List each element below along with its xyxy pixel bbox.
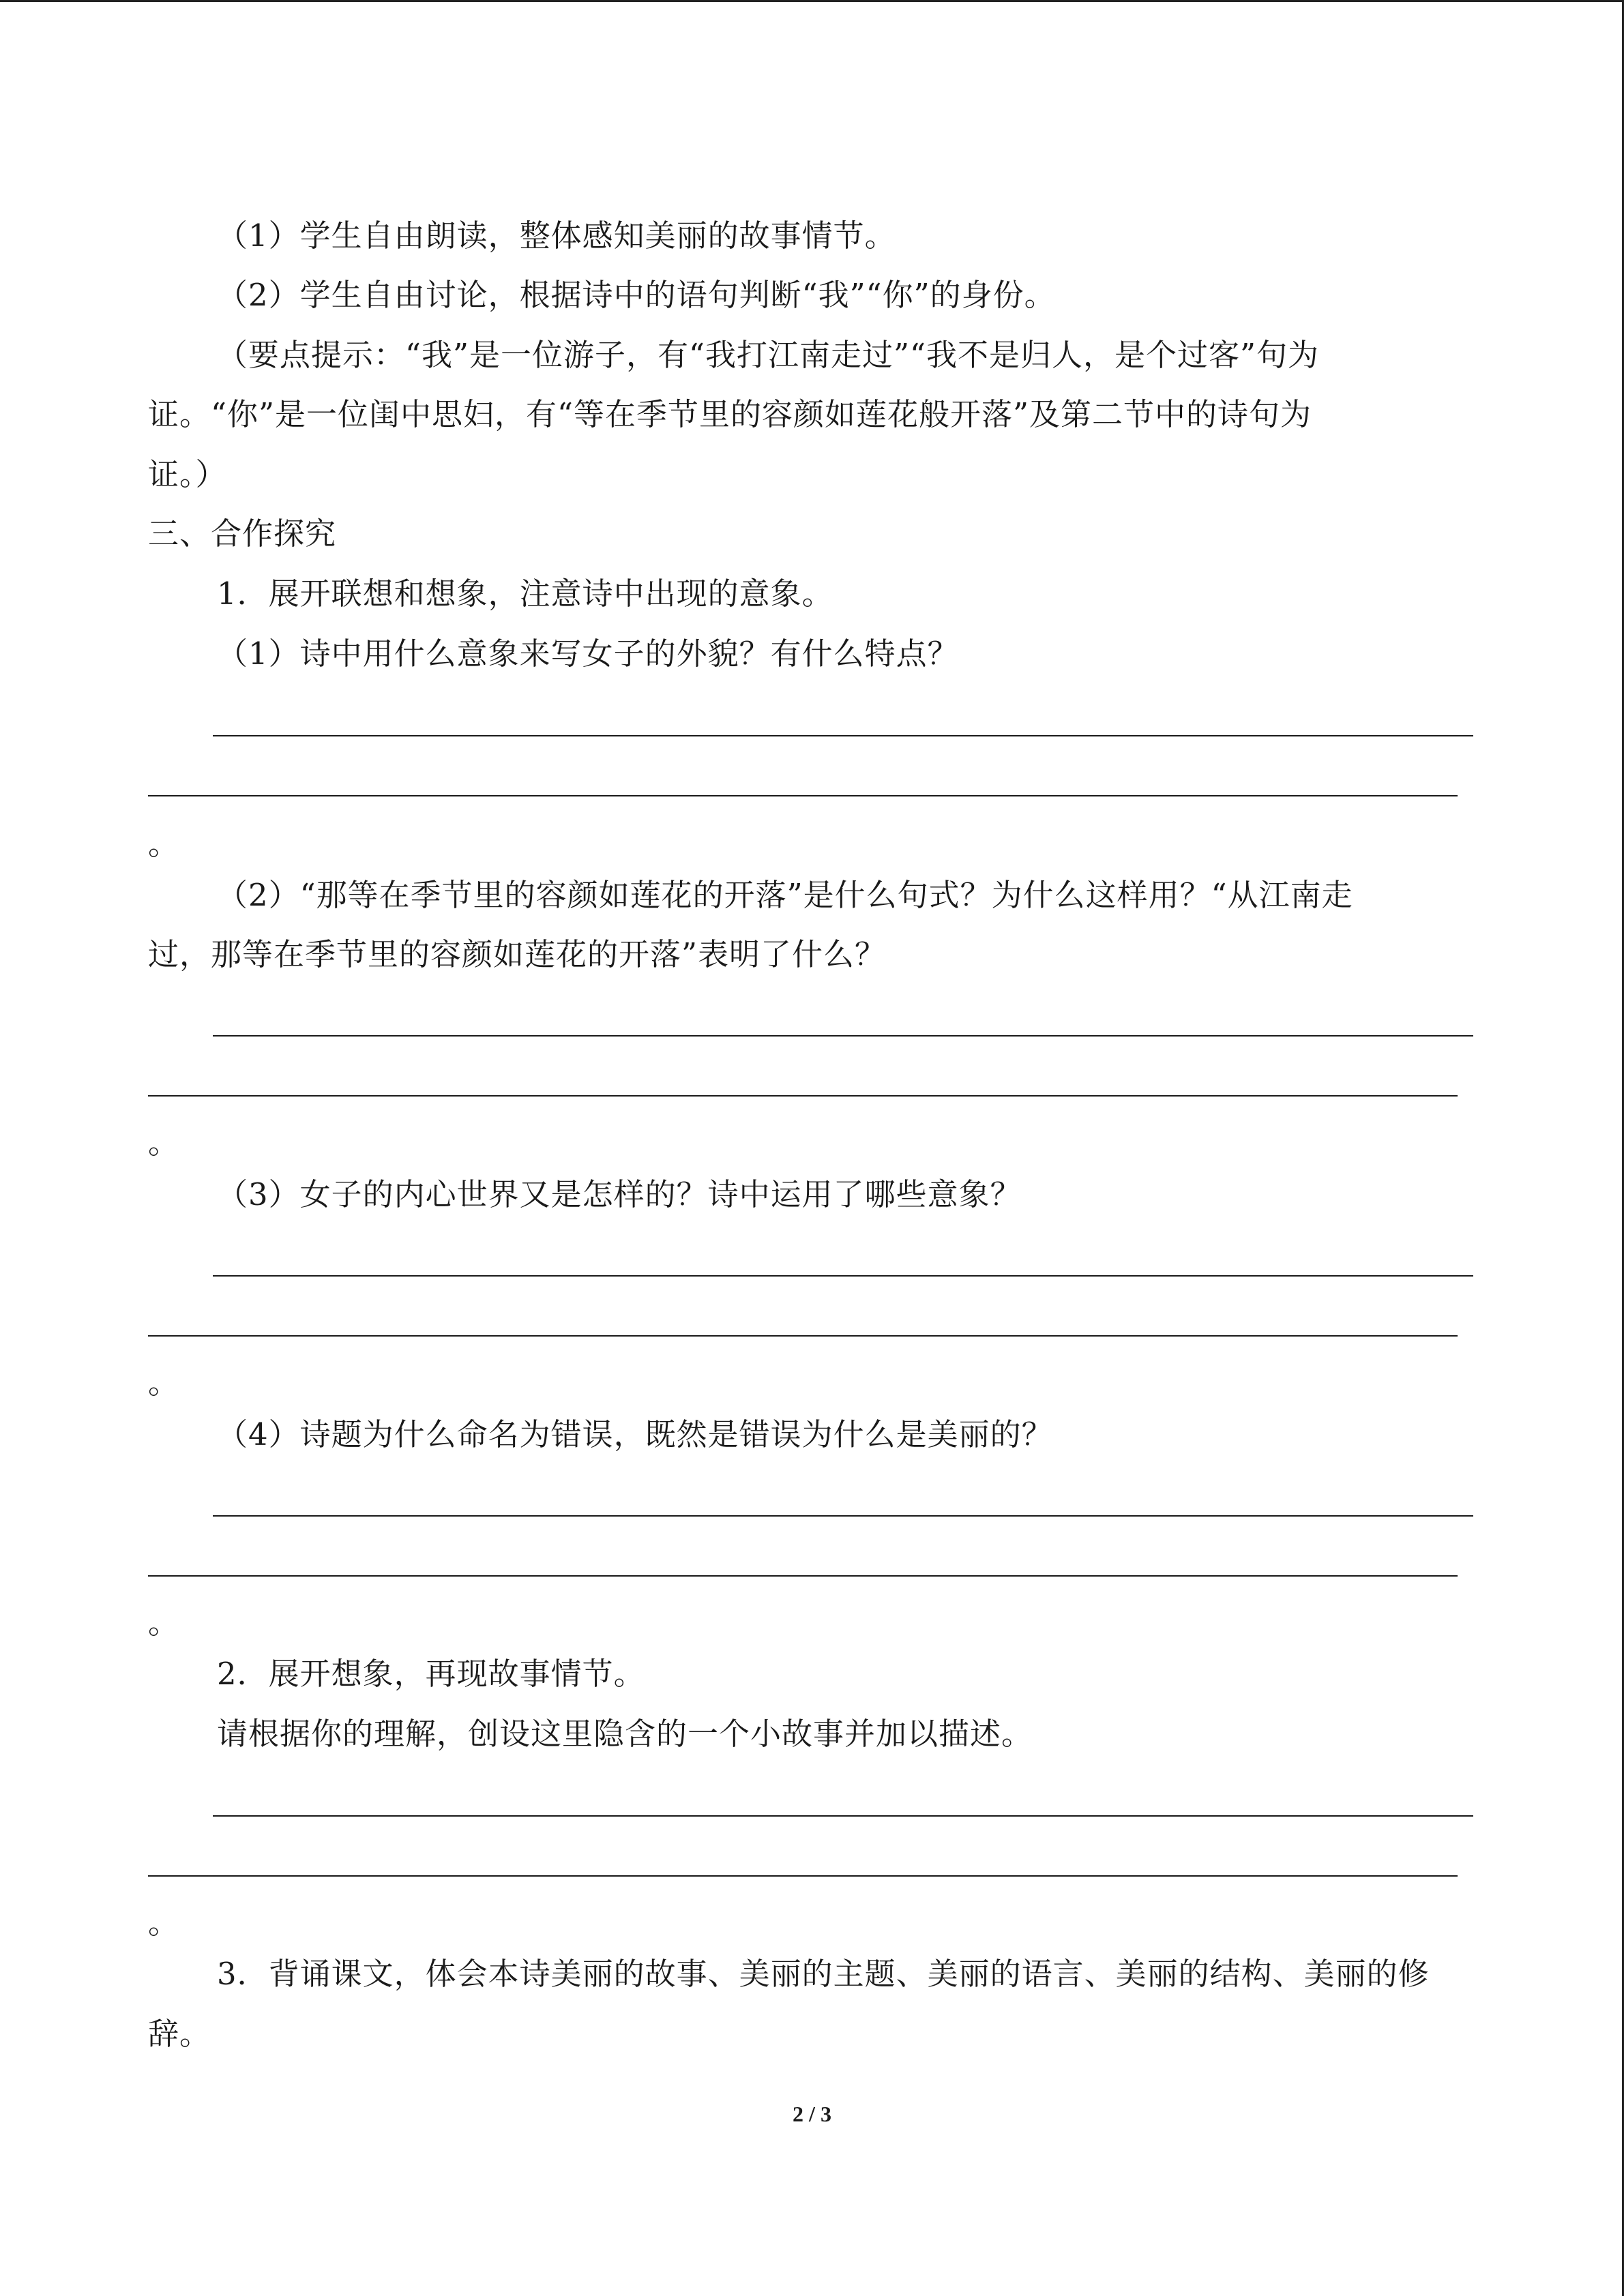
question-text: （1）诗中用什么意象来写女子的外貌？有什么特点？: [217, 636, 959, 672]
answer-end-mark: 。: [148, 1605, 179, 1641]
question-text: （2）“那等在季节里的容颜如莲花的开落”是什么句式？为什么这样用？“从江南走: [217, 877, 1353, 913]
section-heading: 三、合作探究: [148, 516, 337, 552]
answer-line: [213, 1275, 1473, 1277]
question-heading: 1．展开联想和想象，注意诗中出现的意象。: [217, 576, 833, 612]
question-text: （4）诗题为什么命名为错误，既然是错误为什么是美丽的？: [217, 1416, 1053, 1452]
text-line: 证。“你”是一位闺中思妇，有“等在季节里的容颜如莲花般开落”及第二节中的诗句为: [148, 396, 1312, 432]
text-line: （1）学生自由朗读，整体感知美丽的故事情节。: [217, 218, 896, 254]
answer-line: [148, 1335, 1458, 1337]
question-text: 请根据你的理解，创设这里隐含的一个小故事并加以描述。: [217, 1716, 1033, 1752]
text-line: 证。）: [148, 456, 227, 492]
answer-line: [213, 1815, 1473, 1817]
answer-end-mark: 。: [148, 1905, 179, 1941]
question-text: （3）女子的内心世界又是怎样的？诗中运用了哪些意象？: [217, 1176, 1022, 1212]
answer-line: [213, 1515, 1473, 1517]
answer-line: [148, 795, 1458, 796]
answer-line: [148, 1095, 1458, 1097]
text-line: （要点提示：“我”是一位游子，有“我打江南走过”“我不是归人，是个过客”句为: [217, 337, 1320, 373]
answer-line: [148, 1875, 1458, 1877]
answer-end-mark: 。: [148, 1124, 179, 1161]
page-border-top: [0, 0, 1624, 2]
page-number: 2 / 3: [793, 2102, 831, 2126]
question-text: 过，那等在季节里的容颜如莲花的开落”表明了什么？: [148, 936, 887, 972]
question-heading: 3．背诵课文，体会本诗美丽的故事、美丽的主题、美丽的语言、美丽的结构、美丽的修: [217, 1956, 1430, 1992]
answer-end-mark: 。: [148, 826, 179, 862]
answer-line: [213, 735, 1473, 736]
text-line: 辞。: [148, 2016, 211, 2052]
question-heading: 2．展开想象，再现故事情节。: [217, 1656, 645, 1692]
answer-line: [213, 1035, 1473, 1037]
text-line: （2）学生自由讨论，根据诗中的语句判断“我”“你”的身份。: [217, 277, 1056, 313]
answer-end-mark: 。: [148, 1365, 179, 1401]
answer-line: [148, 1575, 1458, 1577]
